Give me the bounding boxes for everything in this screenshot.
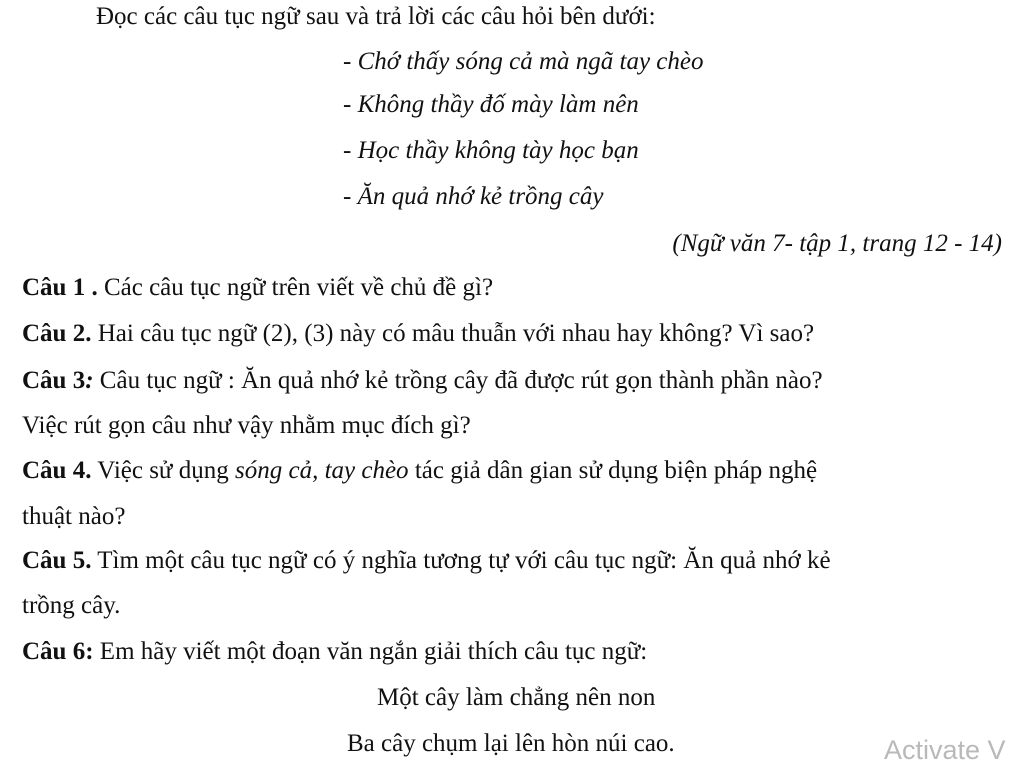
question-2-label: Câu 2. [22, 320, 92, 347]
question-5 [22, 546, 831, 576]
proverb-1: - Chớ thấy sóng cả mà ngã tay chèo [343, 48, 704, 75]
question-4-text-italic: sóng cả, tay chèo [235, 457, 409, 484]
question-5-label: Câu 5. [22, 547, 92, 574]
question-4-text-b: tác giả dân gian sử dụng biện pháp nghệ [408, 457, 818, 484]
question-3-text: Câu tục ngữ : Ăn quả nhớ kẻ trồng cây đã được rút gọn thành phần nào? [93, 367, 823, 394]
question-4-continuation: thuật nào? [22, 503, 126, 530]
question-1-text: Các câu tục ngữ trên viết về chủ đề gì? [97, 274, 494, 301]
question-6-label: Câu 6: [22, 638, 94, 665]
question-3 [22, 366, 823, 396]
question-3-colon: : [85, 367, 94, 394]
question-3-label: Câu 3 [22, 367, 86, 394]
source-citation: (Ngữ văn 7- tập 1, trang 12 - 14) [672, 230, 1002, 257]
question-5-continuation: trồng cây. [22, 592, 121, 619]
question-3-continuation: Việc rút gọn câu như vậy nhằm mục đích gì? [22, 412, 471, 439]
proverb-4: - Ăn quả nhớ kẻ trồng cây [343, 183, 604, 210]
instruction-text: Đọc các câu tục ngữ sau và trả lời các câu hỏi bên dưới: [96, 3, 656, 30]
proverb-2: - Không thầy đố mày làm nên [343, 91, 639, 118]
verse-line-1: Một cây làm chẳng nên non [377, 684, 656, 711]
question-2 [22, 319, 814, 349]
question-4-text-a: Việc sử dụng [91, 457, 235, 484]
question-6 [22, 637, 647, 667]
question-4-label: Câu 4. [22, 457, 92, 484]
question-2-text: Hai câu tục ngữ (2), (3) này có mâu thuẫn với nhau hay không? Vì sao? [91, 320, 815, 347]
question-6-text: Em hãy viết một đoạn văn ngắn giải thích câu tục ngữ: [93, 638, 648, 665]
question-1 [22, 273, 493, 303]
activation-watermark: Activate V [884, 735, 1006, 765]
question-1-label: Câu 1 . [22, 274, 98, 301]
question-4 [22, 456, 817, 486]
verse-line-2: Ba cây chụm lại lên hòn núi cao. [347, 730, 675, 757]
question-5-text: Tìm một câu tục ngữ có ý nghĩa tương tự với câu tục ngữ: Ăn quả nhớ kẻ [91, 547, 831, 574]
proverb-3: - Học thầy không tày học bạn [343, 137, 639, 164]
